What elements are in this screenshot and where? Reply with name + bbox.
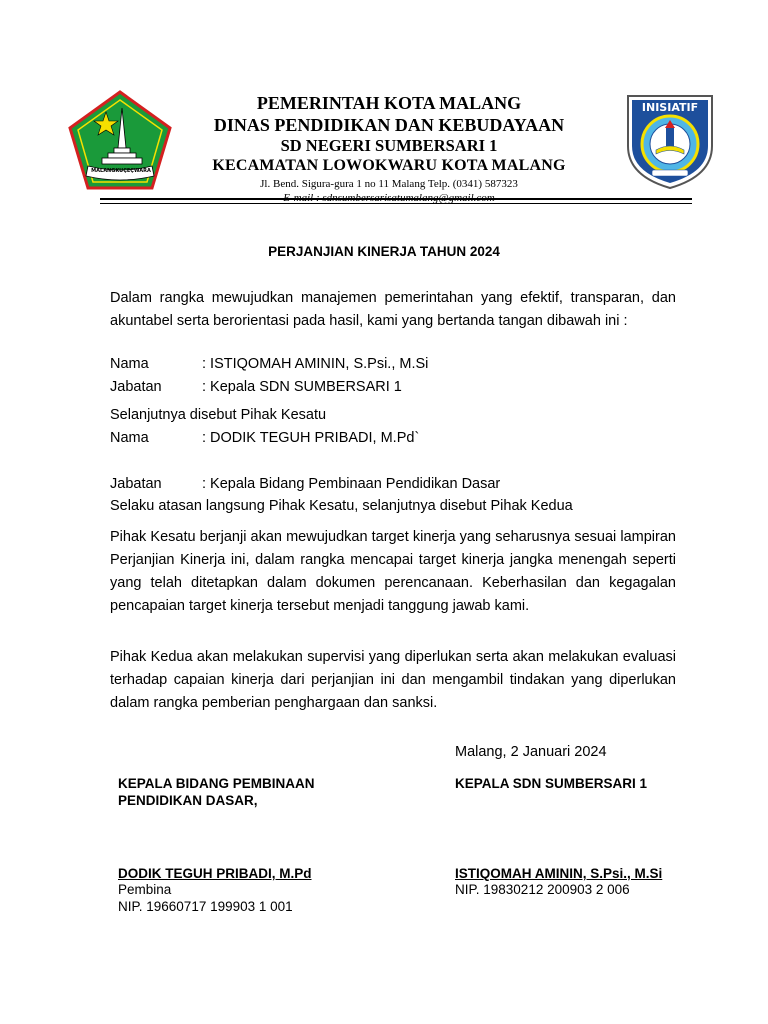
place-date: Malang, 2 Januari 2024 [455, 744, 607, 760]
left-signatory [118, 866, 312, 915]
intro-paragraph: Dalam rangka mewujudkan manajemen pemerintahan yang efektif, transparan, dan akuntabel serta berorientasi pada hasil, kami yang bertanda tangan dibawah ini : [110, 290, 676, 329]
party2-note: Selaku atasan langsung Pihak Kesatu, selanjutnya disebut Pihak Kedua [110, 498, 573, 514]
letterhead [180, 92, 598, 205]
party2-position-value: : Kepala Bidang Pembinaan Pendidikan Dasar [202, 476, 501, 492]
party1-name-label: Nama [110, 356, 149, 372]
party1-position-label: Jabatan [110, 379, 162, 395]
left-signatory-rank: Pembina [118, 882, 172, 897]
supervision-paragraph: Pihak Kedua akan melakukan supervisi yang diperlukan serta akan melakukan evaluasi terhadap capaian kinerja dari perjanjian ini dan mengambil tindakan yang diperlukan dalam rangka pemberian penghargaan dan sanksi. [110, 649, 676, 711]
inisiatif-badge-text: INISIATIF [641, 101, 699, 114]
letterhead-government: PEMERINTAH KOTA MALANG [256, 93, 522, 113]
letterhead-school: SD NEGERI SUMBERSARI 1 [280, 136, 498, 155]
letterhead-agency: DINAS PENDIDIKAN DAN KEBUDAYAAN [213, 115, 565, 135]
party2-name-label: Nama [110, 430, 149, 446]
left-position-line2: PENDIDIKAN DASAR, [118, 793, 258, 808]
inisiatif-badge-logo [624, 92, 716, 190]
document-title: PERJANJIAN KINERJA TAHUN 2024 [268, 244, 500, 259]
letterhead-thin-rule [100, 203, 692, 204]
party1-position-value: : Kepala SDN SUMBERSARI 1 [202, 379, 402, 395]
party1-name-row [110, 356, 428, 372]
right-signatory-nip: NIP. 19830212 200903 2 006 [455, 882, 630, 897]
party1-position-row [110, 379, 402, 395]
party2-position-label: Jabatan [110, 476, 162, 492]
party2-position-row [110, 476, 500, 492]
letterhead-email: E-mail : sdnsumbersarisatumalang@gmail.com [283, 192, 495, 204]
party1-note: Selanjutnya disebut Pihak Kesatu [110, 407, 327, 423]
party2-name-value: : DODIK TEGUH PRIBADI, M.Pd` [202, 430, 420, 446]
left-signatory-name: DODIK TEGUH PRIBADI, M.Pd [118, 866, 312, 881]
left-signatory-nip: NIP. 19660717 199903 1 001 [118, 899, 293, 914]
right-position-line1: KEPALA SDN SUMBERSARI 1 [455, 776, 648, 791]
right-signatory [455, 866, 662, 898]
letterhead-district: KECAMATAN LOWOKWARU KOTA MALANG [212, 157, 566, 174]
kota-malang-logo [68, 90, 172, 190]
left-position-line1: KEPALA BIDANG PEMBINAAN [118, 776, 315, 791]
letterhead-thick-rule [100, 198, 692, 200]
letterhead-address: Jl. Bend. Sigura-gura 1 no 11 Malang Telp. (0341) 587323 [260, 178, 518, 190]
right-signatory-position [455, 775, 647, 792]
right-signatory-name: ISTIQOMAH AMININ, S.Psi., M.Si [455, 866, 663, 881]
commitment-paragraph: Pihak Kesatu berjanji akan mewujudkan target kinerja yang seharusnya sesuai lampiran Perjanjian Kinerja ini, dalam rangka mencapai target kinerja jangka menengah seperti yang telah ditetapkan dalam dokumen perencanaan. Keberhasilan dan kegagalan pencapaian target kinerja tersebut menjadi tanggung jawab kami. [110, 529, 676, 614]
left-signatory-position [118, 775, 315, 809]
party2-name-row [110, 430, 419, 446]
party1-name-value: : ISTIQOMAH AMININ, S.Psi., M.Si [202, 356, 429, 372]
kota-malang-logo-motto: MALANGKUÇEÇWARA [91, 168, 151, 174]
